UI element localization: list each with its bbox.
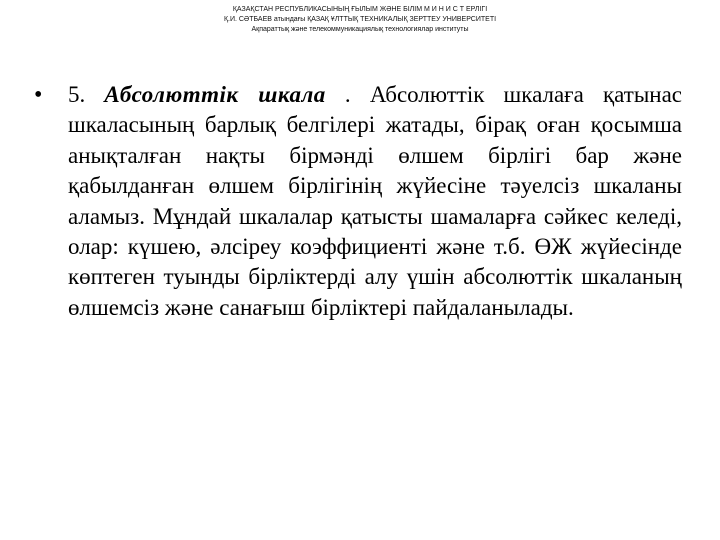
item-number: 5. xyxy=(68,82,86,107)
bullet-marker: • xyxy=(34,82,43,108)
slide-content xyxy=(34,80,682,323)
slide-header xyxy=(0,5,720,35)
header-ministry-line: ҚАЗАҚСТАН РЕСПУБЛИКАСЫНЫҢ ҒЫЛЫМ ЖӘНЕ БІЛІМ М И Н И С Т ЕРЛІГІ xyxy=(232,6,488,13)
definition-text: . Абсолюттік шкалаға қатынас шкаласының барлық белгілері жатады, бірақ оған қосымша анықталған нақты бірмәнді өлшем бірлігі бар және қабылданған өлшем бірлігінің жүйесіне тәуелсіз шкаланы аламыз. Мұндай шкалалар қатысты шамаларға сәйкес келеді, олар: күшею, әлсіреу коэффициенті және т.б. ӨЖ жүйесінде көптеген туынды бірліктерді алу үшін абсолюттік шкаланың өлшемсіз және санағыш бірліктері пайдаланылады. xyxy=(68,82,682,320)
header-institute-line: Ақпараттық және телекоммуникациялық технологиялар институты xyxy=(251,26,469,33)
paragraph-absolute-scale xyxy=(68,80,682,323)
term-absolute-scale: Абсолюттік шкала xyxy=(104,82,326,107)
header-university-line: Қ.И. СӘТБАЕВ атындағы ҚАЗАҚ ҰЛТТЫҚ ТЕХНИКАЛЫҚ ЗЕРТТЕУ УНИВЕРСИТЕТІ xyxy=(223,16,497,23)
